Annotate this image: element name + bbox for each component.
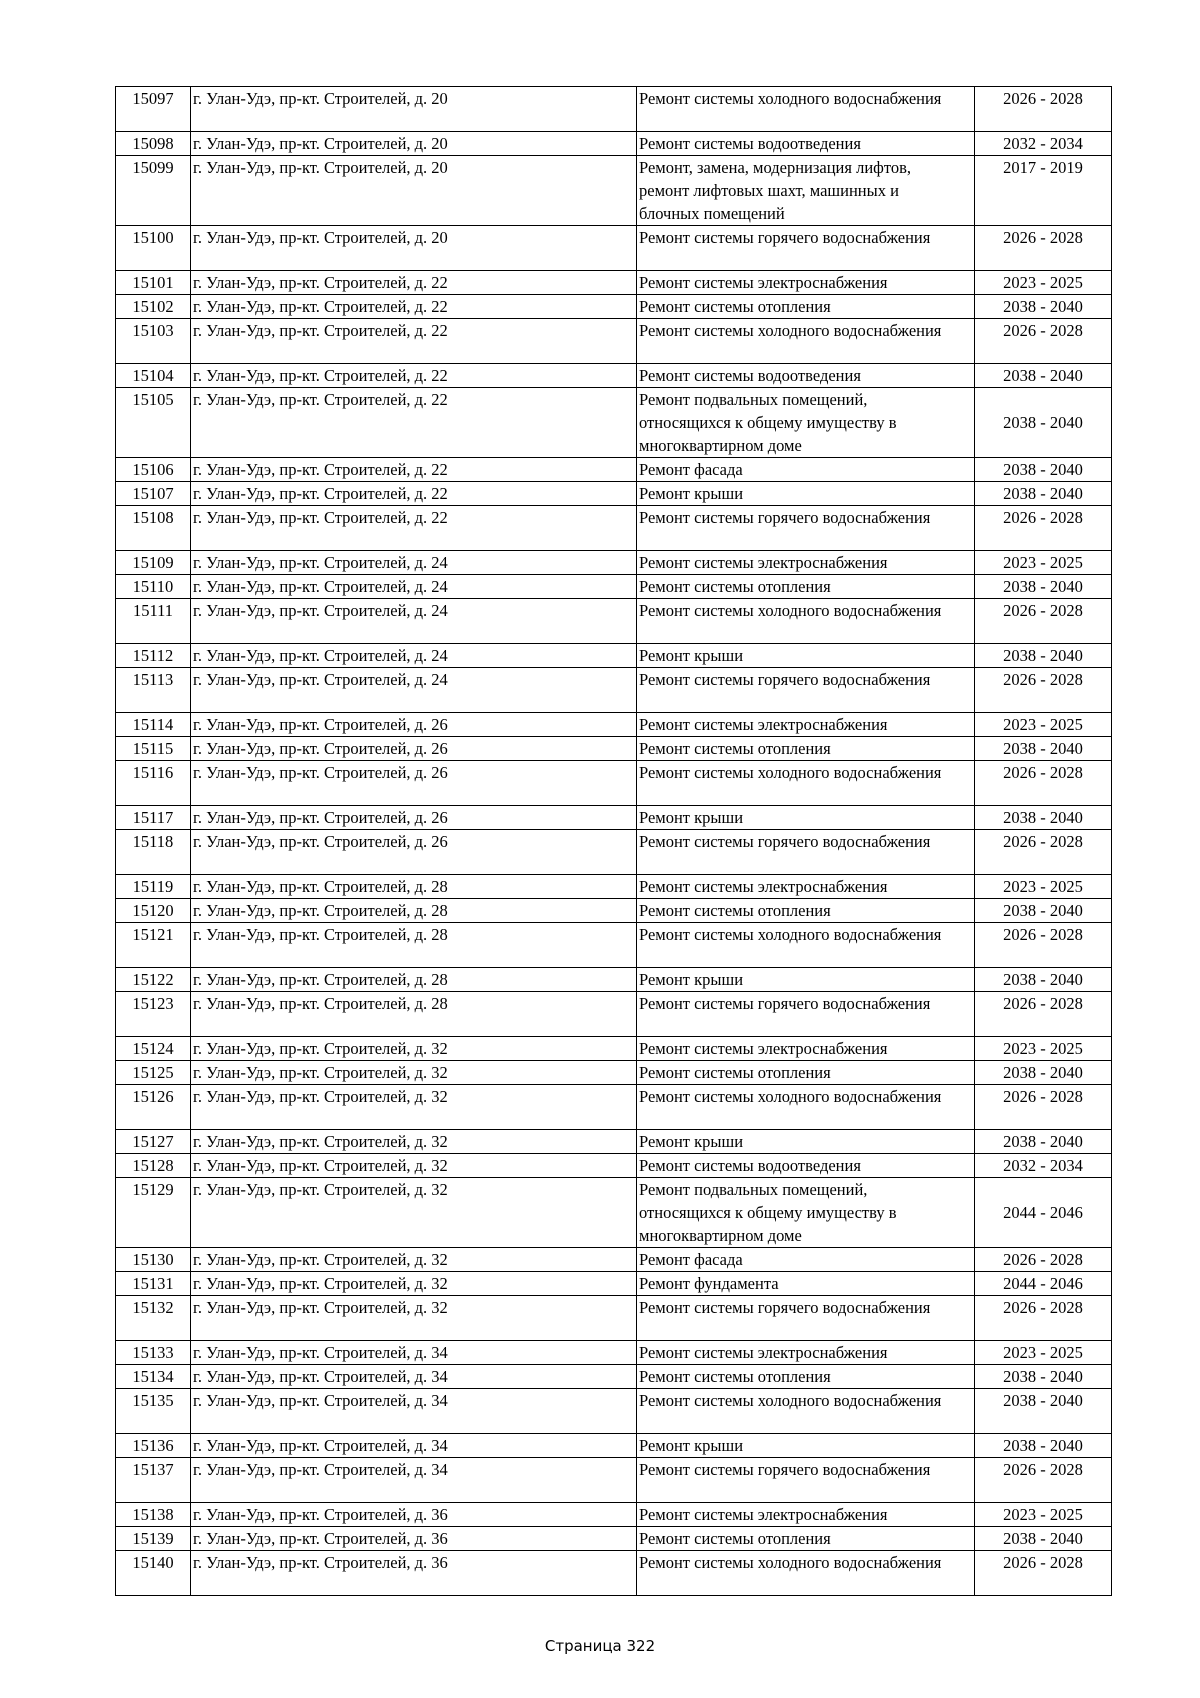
table-row <box>116 1154 1112 1178</box>
row-number-cell: 15130 <box>116 1248 191 1272</box>
work-type-cell <box>637 87 975 132</box>
work-type-line: Ремонт системы электроснабжения <box>639 715 888 734</box>
work-type-line: Ремонт системы холодного водоснабжения <box>639 1087 942 1106</box>
table-row <box>116 1248 1112 1272</box>
work-type-line: Ремонт системы электроснабжения <box>639 877 888 896</box>
work-type-line: Ремонт системы отопления <box>639 1367 831 1386</box>
repair-schedule-table <box>115 86 1112 1596</box>
row-number-cell: 15136 <box>116 1434 191 1458</box>
page-number: Страница 322 <box>544 1637 656 1655</box>
table-row <box>116 830 1112 875</box>
work-type-cell <box>637 923 975 968</box>
period-cell: 2026 - 2028 <box>975 599 1112 644</box>
period-cell: 2038 - 2040 <box>975 1061 1112 1085</box>
work-type-line: Ремонт системы электроснабжения <box>639 1039 888 1058</box>
period-cell: 2026 - 2028 <box>975 1551 1112 1596</box>
period-cell: 2038 - 2040 <box>975 737 1112 761</box>
table-row <box>116 1130 1112 1154</box>
work-type-line: Ремонт фасада <box>639 1250 743 1269</box>
work-type-line: Ремонт крыши <box>639 808 744 827</box>
period-cell: 2023 - 2025 <box>975 1037 1112 1061</box>
work-type-line: Ремонт системы горячего водоснабжения <box>639 508 931 527</box>
row-number-cell: 15124 <box>116 1037 191 1061</box>
row-number-cell: 15097 <box>116 87 191 132</box>
address-cell: г. Улан-Удэ, пр-кт. Строителей, д. 20 <box>191 226 637 271</box>
row-number-cell: 15116 <box>116 761 191 806</box>
row-number-cell: 15119 <box>116 875 191 899</box>
period-cell: 2026 - 2028 <box>975 87 1112 132</box>
period-cell: 2038 - 2040 <box>975 388 1112 458</box>
work-type-cell <box>637 599 975 644</box>
table-row <box>116 132 1112 156</box>
work-type-cell <box>637 458 975 482</box>
address-cell: г. Улан-Удэ, пр-кт. Строителей, д. 22 <box>191 319 637 364</box>
work-type-cell <box>637 271 975 295</box>
address-cell: г. Улан-Удэ, пр-кт. Строителей, д. 26 <box>191 713 637 737</box>
address-cell: г. Улан-Удэ, пр-кт. Строителей, д. 22 <box>191 295 637 319</box>
address-cell: г. Улан-Удэ, пр-кт. Строителей, д. 22 <box>191 458 637 482</box>
work-type-line: Ремонт системы горячего водоснабжения <box>639 670 931 689</box>
address-cell: г. Улан-Удэ, пр-кт. Строителей, д. 34 <box>191 1365 637 1389</box>
work-type-line: Ремонт системы отопления <box>639 1063 831 1082</box>
work-type-line: Ремонт системы горячего водоснабжения <box>639 1460 931 1479</box>
row-number-cell: 15125 <box>116 1061 191 1085</box>
period-cell: 2038 - 2040 <box>975 1527 1112 1551</box>
row-number-cell: 15114 <box>116 713 191 737</box>
work-type-line: Ремонт системы горячего водоснабжения <box>639 832 931 851</box>
address-cell: г. Улан-Удэ, пр-кт. Строителей, д. 28 <box>191 923 637 968</box>
table-row <box>116 761 1112 806</box>
work-type-cell <box>637 1154 975 1178</box>
table-row <box>116 968 1112 992</box>
work-type-line: Ремонт, замена, модернизация лифтов, <box>639 158 912 177</box>
period-cell: 2038 - 2040 <box>975 899 1112 923</box>
address-cell: г. Улан-Удэ, пр-кт. Строителей, д. 34 <box>191 1458 637 1503</box>
address-cell: г. Улан-Удэ, пр-кт. Строителей, д. 32 <box>191 1130 637 1154</box>
table-row <box>116 1341 1112 1365</box>
row-number-cell: 15103 <box>116 319 191 364</box>
row-number-cell: 15100 <box>116 226 191 271</box>
work-type-line: Ремонт системы холодного водоснабжения <box>639 1391 942 1410</box>
row-number-cell: 15135 <box>116 1389 191 1434</box>
address-cell: г. Улан-Удэ, пр-кт. Строителей, д. 22 <box>191 482 637 506</box>
work-type-cell <box>637 1085 975 1130</box>
row-number-cell: 15104 <box>116 364 191 388</box>
row-number-cell: 15108 <box>116 506 191 551</box>
address-cell: г. Улан-Удэ, пр-кт. Строителей, д. 26 <box>191 806 637 830</box>
period-cell: 2026 - 2028 <box>975 506 1112 551</box>
address-cell: г. Улан-Удэ, пр-кт. Строителей, д. 32 <box>191 1037 637 1061</box>
period-cell: 2023 - 2025 <box>975 271 1112 295</box>
work-type-cell <box>637 1458 975 1503</box>
address-cell: г. Улан-Удэ, пр-кт. Строителей, д. 32 <box>191 1154 637 1178</box>
address-cell: г. Улан-Удэ, пр-кт. Строителей, д. 28 <box>191 875 637 899</box>
row-number-cell: 15098 <box>116 132 191 156</box>
work-type-cell <box>637 132 975 156</box>
address-cell: г. Улан-Удэ, пр-кт. Строителей, д. 28 <box>191 992 637 1037</box>
row-number-cell: 15133 <box>116 1341 191 1365</box>
row-number-cell: 15121 <box>116 923 191 968</box>
row-number-cell: 15109 <box>116 551 191 575</box>
table-row <box>116 899 1112 923</box>
table-row <box>116 1085 1112 1130</box>
work-type-line: Ремонт системы отопления <box>639 739 831 758</box>
work-type-line: многоквартирном доме <box>639 436 802 455</box>
table-row <box>116 271 1112 295</box>
table-row <box>116 226 1112 271</box>
period-cell: 2044 - 2046 <box>975 1178 1112 1248</box>
work-type-cell <box>637 830 975 875</box>
address-cell: г. Улан-Удэ, пр-кт. Строителей, д. 32 <box>191 1178 637 1248</box>
period-cell: 2026 - 2028 <box>975 668 1112 713</box>
work-type-line: Ремонт фасада <box>639 460 743 479</box>
address-cell: г. Улан-Удэ, пр-кт. Строителей, д. 24 <box>191 644 637 668</box>
work-type-line: блочных помещений <box>639 204 785 223</box>
table-row <box>116 551 1112 575</box>
table-row <box>116 575 1112 599</box>
row-number-cell: 15128 <box>116 1154 191 1178</box>
address-cell: г. Улан-Удэ, пр-кт. Строителей, д. 20 <box>191 132 637 156</box>
work-type-cell <box>637 1130 975 1154</box>
period-cell: 2038 - 2040 <box>975 575 1112 599</box>
table-row <box>116 644 1112 668</box>
work-type-line: Ремонт системы горячего водоснабжения <box>639 228 931 247</box>
period-cell: 2026 - 2028 <box>975 923 1112 968</box>
work-type-line: относящихся к общему имуществу в <box>639 413 897 432</box>
work-type-cell <box>637 319 975 364</box>
table-row <box>116 1458 1112 1503</box>
work-type-cell <box>637 737 975 761</box>
period-cell: 2038 - 2040 <box>975 1434 1112 1458</box>
work-type-cell <box>637 1551 975 1596</box>
row-number-cell: 15140 <box>116 1551 191 1596</box>
work-type-cell <box>637 761 975 806</box>
work-type-cell <box>637 644 975 668</box>
table-row <box>116 1272 1112 1296</box>
address-cell: г. Улан-Удэ, пр-кт. Строителей, д. 32 <box>191 1248 637 1272</box>
table-row <box>116 713 1112 737</box>
address-cell: г. Улан-Удэ, пр-кт. Строителей, д. 32 <box>191 1061 637 1085</box>
work-type-line: Ремонт системы водоотведения <box>639 366 861 385</box>
period-cell: 2023 - 2025 <box>975 875 1112 899</box>
table-row <box>116 458 1112 482</box>
row-number-cell: 15107 <box>116 482 191 506</box>
period-cell: 2038 - 2040 <box>975 1365 1112 1389</box>
row-number-cell: 15131 <box>116 1272 191 1296</box>
work-type-line: Ремонт крыши <box>639 646 744 665</box>
work-type-cell <box>637 668 975 713</box>
work-type-cell <box>637 992 975 1037</box>
table-row <box>116 992 1112 1037</box>
table-row <box>116 319 1112 364</box>
work-type-line: Ремонт системы холодного водоснабжения <box>639 89 942 108</box>
work-type-line: Ремонт крыши <box>639 1436 744 1455</box>
table-row <box>116 1389 1112 1434</box>
table-row <box>116 1551 1112 1596</box>
table-row <box>116 737 1112 761</box>
work-type-line: Ремонт системы электроснабжения <box>639 553 888 572</box>
table-row <box>116 87 1112 132</box>
row-number-cell: 15115 <box>116 737 191 761</box>
address-cell: г. Улан-Удэ, пр-кт. Строителей, д. 36 <box>191 1551 637 1596</box>
work-type-line: относящихся к общему имуществу в <box>639 1203 897 1222</box>
period-cell: 2017 - 2019 <box>975 156 1112 226</box>
work-type-cell <box>637 1527 975 1551</box>
work-type-cell <box>637 1503 975 1527</box>
period-cell: 2038 - 2040 <box>975 458 1112 482</box>
period-cell: 2038 - 2040 <box>975 644 1112 668</box>
row-number-cell: 15112 <box>116 644 191 668</box>
table-row <box>116 506 1112 551</box>
work-type-line: Ремонт системы электроснабжения <box>639 1343 888 1362</box>
work-type-cell <box>637 1178 975 1248</box>
work-type-cell <box>637 364 975 388</box>
table-row <box>116 1434 1112 1458</box>
period-cell: 2026 - 2028 <box>975 1085 1112 1130</box>
work-type-line: Ремонт системы отопления <box>639 297 831 316</box>
row-number-cell: 15101 <box>116 271 191 295</box>
row-number-cell: 15139 <box>116 1527 191 1551</box>
row-number-cell: 15106 <box>116 458 191 482</box>
work-type-cell <box>637 1037 975 1061</box>
work-type-cell <box>637 482 975 506</box>
row-number-cell: 15138 <box>116 1503 191 1527</box>
table-row <box>116 1178 1112 1248</box>
work-type-cell <box>637 1248 975 1272</box>
work-type-cell <box>637 713 975 737</box>
table-body <box>116 87 1112 1596</box>
work-type-cell <box>637 1296 975 1341</box>
row-number-cell: 15117 <box>116 806 191 830</box>
work-type-cell <box>637 1341 975 1365</box>
period-cell: 2038 - 2040 <box>975 1389 1112 1434</box>
work-type-line: Ремонт подвальных помещений, <box>639 1180 868 1199</box>
address-cell: г. Улан-Удэ, пр-кт. Строителей, д. 22 <box>191 388 637 458</box>
address-cell: г. Улан-Удэ, пр-кт. Строителей, д. 28 <box>191 899 637 923</box>
work-type-cell <box>637 1061 975 1085</box>
work-type-cell <box>637 899 975 923</box>
row-number-cell: 15113 <box>116 668 191 713</box>
row-number-cell: 15111 <box>116 599 191 644</box>
work-type-cell <box>637 388 975 458</box>
work-type-line: Ремонт системы холодного водоснабжения <box>639 763 942 782</box>
work-type-cell <box>637 806 975 830</box>
period-cell: 2038 - 2040 <box>975 364 1112 388</box>
period-cell: 2026 - 2028 <box>975 761 1112 806</box>
row-number-cell: 15110 <box>116 575 191 599</box>
table-row <box>116 364 1112 388</box>
row-number-cell: 15118 <box>116 830 191 875</box>
address-cell: г. Улан-Удэ, пр-кт. Строителей, д. 32 <box>191 1272 637 1296</box>
address-cell: г. Улан-Удэ, пр-кт. Строителей, д. 34 <box>191 1341 637 1365</box>
period-cell: 2023 - 2025 <box>975 713 1112 737</box>
address-cell: г. Улан-Удэ, пр-кт. Строителей, д. 26 <box>191 830 637 875</box>
address-cell: г. Улан-Удэ, пр-кт. Строителей, д. 32 <box>191 1085 637 1130</box>
address-cell: г. Улан-Удэ, пр-кт. Строителей, д. 20 <box>191 87 637 132</box>
period-cell: 2026 - 2028 <box>975 992 1112 1037</box>
work-type-line: Ремонт системы горячего водоснабжения <box>639 994 931 1013</box>
work-type-line: Ремонт системы отопления <box>639 1529 831 1548</box>
table-row <box>116 1527 1112 1551</box>
work-type-line: Ремонт системы водоотведения <box>639 1156 861 1175</box>
period-cell: 2026 - 2028 <box>975 830 1112 875</box>
table-row <box>116 875 1112 899</box>
work-type-cell <box>637 226 975 271</box>
work-type-cell <box>637 1272 975 1296</box>
row-number-cell: 15126 <box>116 1085 191 1130</box>
table-row <box>116 156 1112 226</box>
period-cell: 2038 - 2040 <box>975 1130 1112 1154</box>
row-number-cell: 15122 <box>116 968 191 992</box>
address-cell: г. Улан-Удэ, пр-кт. Строителей, д. 22 <box>191 506 637 551</box>
table-row <box>116 295 1112 319</box>
row-number-cell: 15127 <box>116 1130 191 1154</box>
period-cell: 2038 - 2040 <box>975 806 1112 830</box>
work-type-line: Ремонт системы холодного водоснабжения <box>639 1553 942 1572</box>
period-cell: 2026 - 2028 <box>975 319 1112 364</box>
address-cell: г. Улан-Удэ, пр-кт. Строителей, д. 36 <box>191 1527 637 1551</box>
work-type-line: Ремонт системы холодного водоснабжения <box>639 321 942 340</box>
period-cell: 2038 - 2040 <box>975 482 1112 506</box>
row-number-cell: 15134 <box>116 1365 191 1389</box>
row-number-cell: 15102 <box>116 295 191 319</box>
row-number-cell: 15123 <box>116 992 191 1037</box>
address-cell: г. Улан-Удэ, пр-кт. Строителей, д. 36 <box>191 1503 637 1527</box>
address-cell: г. Улан-Удэ, пр-кт. Строителей, д. 24 <box>191 599 637 644</box>
work-type-line: Ремонт системы горячего водоснабжения <box>639 1298 931 1317</box>
work-type-line: Ремонт подвальных помещений, <box>639 390 868 409</box>
table-row <box>116 923 1112 968</box>
work-type-cell <box>637 875 975 899</box>
table-row <box>116 668 1112 713</box>
work-type-cell <box>637 551 975 575</box>
work-type-cell <box>637 156 975 226</box>
row-number-cell: 15132 <box>116 1296 191 1341</box>
row-number-cell: 15099 <box>116 156 191 226</box>
row-number-cell: 15105 <box>116 388 191 458</box>
work-type-line: Ремонт системы электроснабжения <box>639 1505 888 1524</box>
work-type-cell <box>637 575 975 599</box>
work-type-cell <box>637 968 975 992</box>
row-number-cell: 15120 <box>116 899 191 923</box>
work-type-cell <box>637 1365 975 1389</box>
work-type-cell <box>637 1389 975 1434</box>
work-type-line: Ремонт системы электроснабжения <box>639 273 888 292</box>
period-cell: 2044 - 2046 <box>975 1272 1112 1296</box>
work-type-line: Ремонт крыши <box>639 484 744 503</box>
period-cell: 2023 - 2025 <box>975 551 1112 575</box>
period-cell: 2032 - 2034 <box>975 132 1112 156</box>
period-cell: 2026 - 2028 <box>975 1248 1112 1272</box>
period-cell: 2023 - 2025 <box>975 1341 1112 1365</box>
address-cell: г. Улан-Удэ, пр-кт. Строителей, д. 32 <box>191 1296 637 1341</box>
table-row <box>116 806 1112 830</box>
address-cell: г. Улан-Удэ, пр-кт. Строителей, д. 34 <box>191 1389 637 1434</box>
table-row <box>116 1365 1112 1389</box>
address-cell: г. Улан-Удэ, пр-кт. Строителей, д. 34 <box>191 1434 637 1458</box>
address-cell: г. Улан-Удэ, пр-кт. Строителей, д. 20 <box>191 156 637 226</box>
period-cell: 2038 - 2040 <box>975 968 1112 992</box>
period-cell: 2026 - 2028 <box>975 1458 1112 1503</box>
table-row <box>116 1503 1112 1527</box>
work-type-line: Ремонт фундамента <box>639 1274 779 1293</box>
period-cell: 2032 - 2034 <box>975 1154 1112 1178</box>
address-cell: г. Улан-Удэ, пр-кт. Строителей, д. 24 <box>191 668 637 713</box>
table-row <box>116 1037 1112 1061</box>
address-cell: г. Улан-Удэ, пр-кт. Строителей, д. 26 <box>191 761 637 806</box>
work-type-line: Ремонт системы холодного водоснабжения <box>639 601 942 620</box>
work-type-line: Ремонт системы водоотведения <box>639 134 861 153</box>
address-cell: г. Улан-Удэ, пр-кт. Строителей, д. 22 <box>191 271 637 295</box>
period-cell: 2038 - 2040 <box>975 295 1112 319</box>
address-cell: г. Улан-Удэ, пр-кт. Строителей, д. 28 <box>191 968 637 992</box>
row-number-cell: 15137 <box>116 1458 191 1503</box>
table-row <box>116 482 1112 506</box>
work-type-cell <box>637 1434 975 1458</box>
table-row <box>116 388 1112 458</box>
work-type-line: Ремонт системы отопления <box>639 577 831 596</box>
work-type-line: Ремонт крыши <box>639 1132 744 1151</box>
work-type-line: ремонт лифтовых шахт, машинных и <box>639 181 899 200</box>
period-cell: 2026 - 2028 <box>975 1296 1112 1341</box>
row-number-cell: 15129 <box>116 1178 191 1248</box>
table-row <box>116 599 1112 644</box>
work-type-line: Ремонт системы отопления <box>639 901 831 920</box>
work-type-cell <box>637 506 975 551</box>
work-type-line: многоквартирном доме <box>639 1226 802 1245</box>
work-type-line: Ремонт системы холодного водоснабжения <box>639 925 942 944</box>
address-cell: г. Улан-Удэ, пр-кт. Строителей, д. 24 <box>191 551 637 575</box>
period-cell: 2023 - 2025 <box>975 1503 1112 1527</box>
table-row <box>116 1296 1112 1341</box>
address-cell: г. Улан-Удэ, пр-кт. Строителей, д. 24 <box>191 575 637 599</box>
address-cell: г. Улан-Удэ, пр-кт. Строителей, д. 26 <box>191 737 637 761</box>
table-row <box>116 1061 1112 1085</box>
work-type-cell <box>637 295 975 319</box>
period-cell: 2026 - 2028 <box>975 226 1112 271</box>
work-type-line: Ремонт крыши <box>639 970 744 989</box>
address-cell: г. Улан-Удэ, пр-кт. Строителей, д. 22 <box>191 364 637 388</box>
